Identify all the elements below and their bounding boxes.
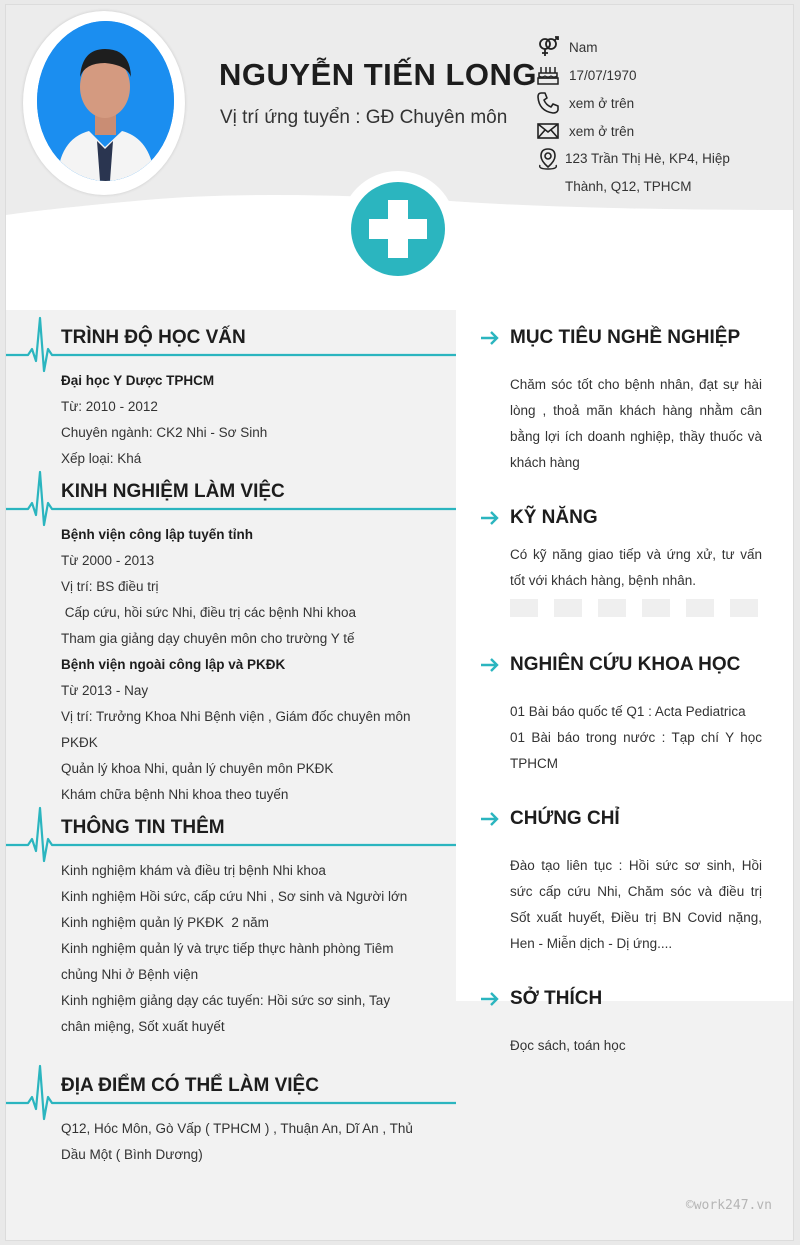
extra-info-line: chủng Nhi ở Bệnh viện xyxy=(61,967,199,982)
education-period: Từ: 2010 - 2012 xyxy=(61,399,158,414)
extra-info-line: chân miệng, Sốt xuất huyết xyxy=(61,1019,225,1034)
experience-employer-2: Bệnh viện ngoài công lập và PKĐK xyxy=(61,657,286,672)
arrow-right-icon xyxy=(480,655,500,675)
arrow-right-icon xyxy=(480,989,500,1009)
address-line-1: 123 Trần Thị Hè, KP4, Hiệp xyxy=(565,151,730,166)
contact-info xyxy=(536,33,786,201)
education-major: Chuyên ngành: CK2 Nhi - Sơ Sinh xyxy=(61,425,268,440)
research-item: 01 Bài báo trong nước : Tạp chí Y học TPHCM xyxy=(510,730,762,771)
extra-info-title: THÔNG TIN THÊM xyxy=(61,817,225,838)
experience-line: Khám chữa bệnh Nhi khoa theo tuyến xyxy=(61,787,289,802)
skills-title: KỸ NĂNG xyxy=(510,507,598,528)
contact-address xyxy=(536,145,786,201)
location-line: Q12, Hóc Môn, Gò Vấp ( TPHCM ) , Thuận An, Dĩ An , Thủ xyxy=(61,1121,413,1136)
address-line-2: Thành, Q12, TPHCM xyxy=(565,179,692,194)
experience-list xyxy=(61,522,431,808)
hobbies-title: SỞ THÍCH xyxy=(510,988,603,1009)
skill-rating-box xyxy=(642,599,670,617)
experience-title: KINH NGHIỆM LÀM VIỆC xyxy=(61,481,285,502)
skill-rating-box xyxy=(510,599,538,617)
experience-line: Vị trí: Trưởng Khoa Nhi Bệnh viện , Giám đốc chuyên môn xyxy=(61,709,411,724)
experience-line: PKĐK xyxy=(61,735,98,750)
location-list xyxy=(61,1116,431,1168)
experience-line: Quản lý khoa Nhi, quản lý chuyên môn PKĐK xyxy=(61,761,334,776)
skill-rating-box xyxy=(554,599,582,617)
certificates-text: Đào tạo liên tục : Hồi sức sơ sinh, Hồi sức cấp cứu Nhi, Chăm sóc và điều trị Sốt xuất huyết, Điều trị BN Covid nặng, Hen - Miễn dịch - Dị ứng.... xyxy=(510,858,762,951)
research-item: 01 Bài báo quốc tế Q1 : Acta Pediatrica xyxy=(510,704,746,719)
email-value: xem ở trên xyxy=(569,123,635,139)
arrow-right-icon xyxy=(480,508,500,528)
skill-rating-box xyxy=(730,599,758,617)
position-applied: Vị trí ứng tuyển : GĐ Chuyên môn xyxy=(220,107,508,128)
contact-gender xyxy=(536,33,786,61)
research-title: NGHIÊN CỨU KHOA HỌC xyxy=(510,654,741,675)
address-text xyxy=(565,145,730,201)
education-title: TRÌNH ĐỘ HỌC VẤN xyxy=(61,327,246,348)
extra-info-line: Kinh nghiệm khám và điều trị bệnh Nhi khoa xyxy=(61,863,326,878)
experience-employer-1: Bệnh viện công lập tuyến tỉnh xyxy=(61,527,254,542)
education-list xyxy=(61,368,431,472)
candidate-name: NGUYỄN TIẾN LONG xyxy=(219,57,538,92)
extra-info-line: Kinh nghiệm Hồi sức, cấp cứu Nhi , Sơ sinh và Người lớn xyxy=(61,889,408,904)
education-grade: Xếp loại: Khá xyxy=(61,451,142,466)
experience-line: Cấp cứu, hồi sức Nhi, điều trị các bệnh Nhi khoa xyxy=(61,605,356,620)
skills-text: Có kỹ năng giao tiếp và ứng xử, tư vấn tốt với khách hàng, bệnh nhân. xyxy=(510,547,762,588)
skill-rating-box xyxy=(686,599,714,617)
certificates-title: CHỨNG CHỈ xyxy=(510,808,620,829)
gender-icon xyxy=(536,35,560,59)
avatar xyxy=(37,21,174,181)
cv-header xyxy=(6,5,794,310)
watermark: ©work247.vn xyxy=(685,1198,772,1213)
contact-birthday xyxy=(536,61,786,89)
objective-title: MỤC TIÊU NGHỀ NGHIỆP xyxy=(510,327,741,348)
location-line: Dầu Một ( Bình Dương) xyxy=(61,1147,203,1162)
experience-line: Từ 2013 - Nay xyxy=(61,683,149,698)
research-list xyxy=(510,699,762,777)
contact-phone xyxy=(536,89,786,117)
extra-info-line: Kinh nghiệm giảng dạy các tuyến: Hồi sức sơ sinh, Tay xyxy=(61,993,391,1008)
avatar-frame xyxy=(23,11,185,195)
cv-page xyxy=(5,4,794,1241)
extra-info-line: Kinh nghiệm quản lý PKĐK 2 năm xyxy=(61,915,269,930)
email-icon xyxy=(536,119,560,143)
experience-line: Tham gia giảng dạy chuyên môn cho trường Y tế xyxy=(61,631,355,646)
experience-line: Vị trí: BS điều trị xyxy=(61,579,159,594)
arrow-right-icon xyxy=(480,328,500,348)
location-title: ĐỊA ĐIỂM CÓ THỂ LÀM VIỆC xyxy=(61,1075,319,1096)
skill-rating-bar xyxy=(510,599,758,617)
contact-email xyxy=(536,117,786,145)
gender-value: Nam xyxy=(569,39,598,55)
medical-cross-icon xyxy=(339,170,457,288)
skill-rating-box xyxy=(598,599,626,617)
phone-value: xem ở trên xyxy=(569,95,635,111)
location-pin-icon xyxy=(536,147,560,171)
phone-icon xyxy=(536,91,560,115)
extra-info-list xyxy=(61,858,431,1040)
hobbies-text: Đọc sách, toán học xyxy=(510,1038,626,1053)
education-school: Đại học Y Dược TPHCM xyxy=(61,373,215,388)
experience-line: Từ 2000 - 2013 xyxy=(61,553,155,568)
birthday-value: 17/07/1970 xyxy=(569,67,637,83)
arrow-right-icon xyxy=(480,809,500,829)
objective-text: Chăm sóc tốt cho bệnh nhân, đạt sự hài lòng , thoả mãn khách hàng nhằm cân bằng lợi ích doanh nghiệp, thầy thuốc và khách hàng xyxy=(510,377,762,470)
birthday-cake-icon xyxy=(536,63,560,87)
extra-info-line: Kinh nghiệm quản lý và trực tiếp thực hành phòng Tiêm xyxy=(61,941,394,956)
